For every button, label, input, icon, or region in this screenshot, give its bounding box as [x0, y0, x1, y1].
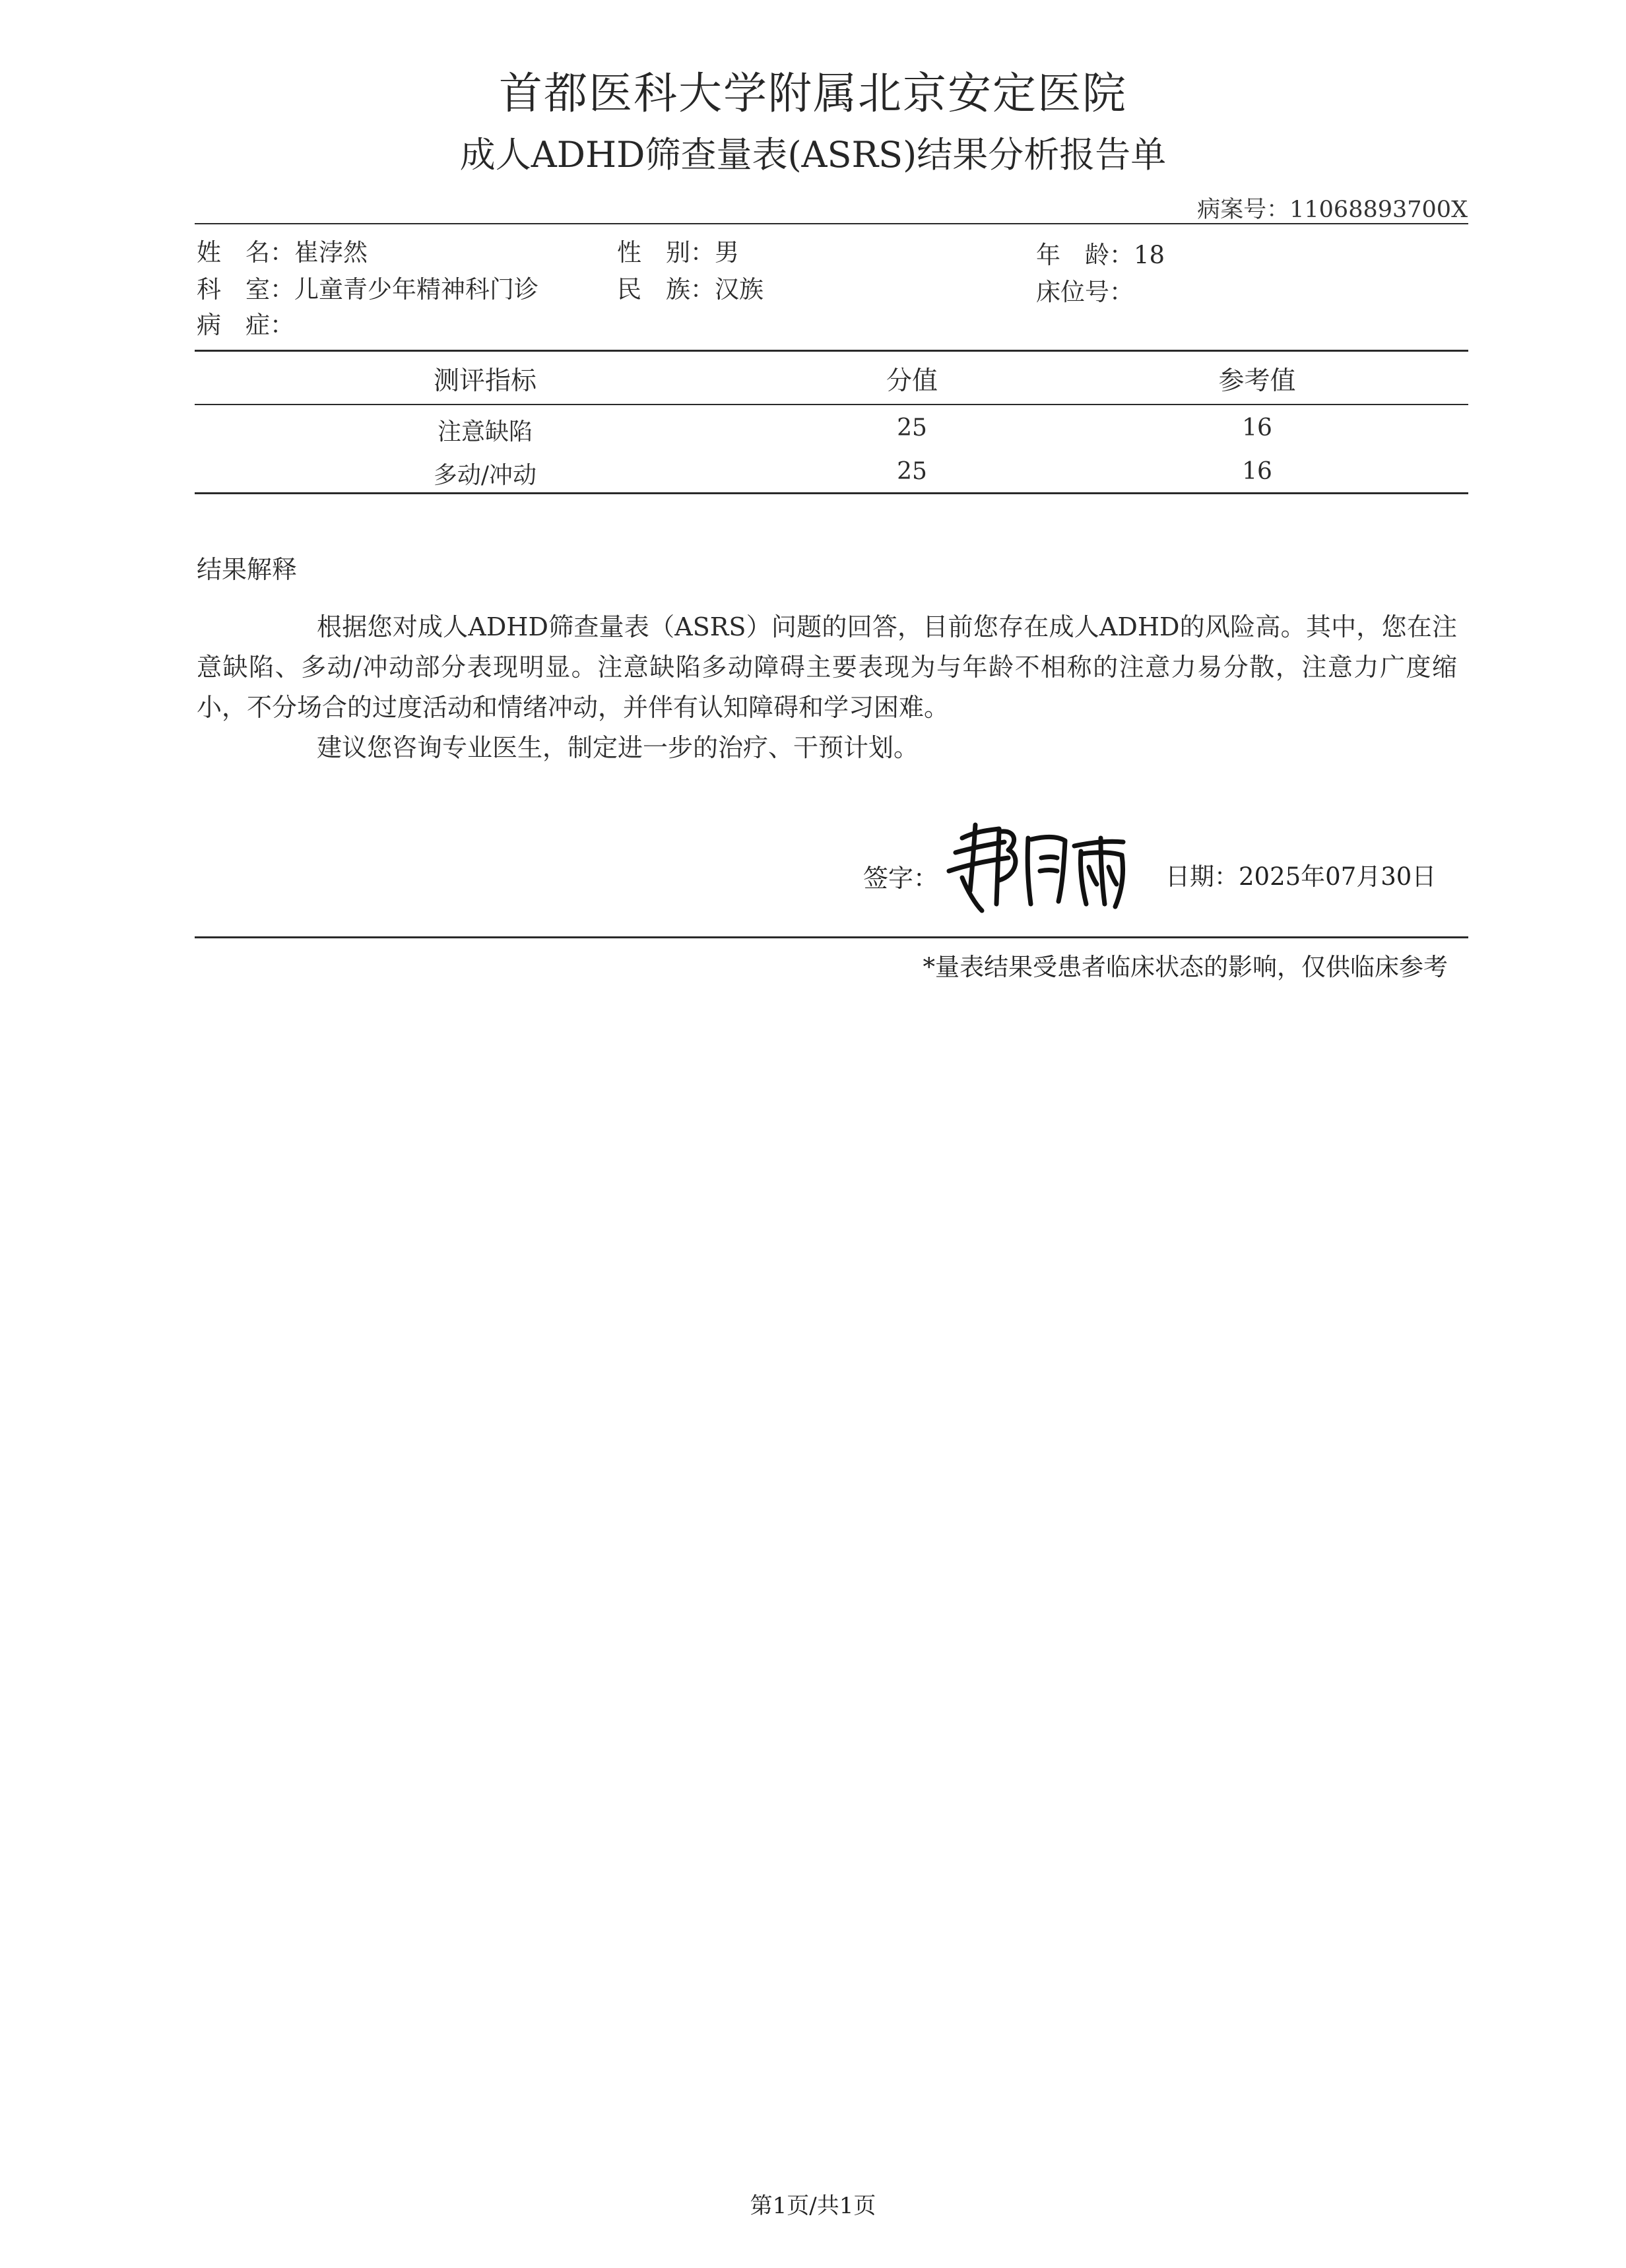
- table-top-rule: [195, 350, 1468, 352]
- table-header-score: 分值: [886, 366, 938, 396]
- gender-value: 男: [715, 238, 739, 267]
- patient-age: [1036, 235, 1165, 271]
- hospital-name: 首都医科大学附属北京安定医院: [499, 68, 1127, 119]
- age-label: 年 龄：: [1036, 241, 1134, 269]
- name-label: 姓 名：: [197, 238, 294, 267]
- table-row-1-score: 25: [897, 414, 927, 441]
- dept-value: 儿童青少年精神科门诊: [294, 275, 538, 304]
- patient-name: [197, 232, 368, 268]
- dept-label: 科 室：: [197, 275, 294, 304]
- table-header-indicator: 测评指标: [433, 366, 537, 396]
- table-bottom-rule: [195, 492, 1468, 494]
- patient-disease: [197, 305, 294, 340]
- patient-ethnicity: [617, 269, 764, 305]
- patient-gender: [617, 232, 739, 268]
- table-row-2-reference: 16: [1242, 458, 1272, 485]
- header-divider: [195, 223, 1468, 224]
- result-section-title: 结果解释: [197, 555, 298, 584]
- report-title: 成人ADHD筛查量表(ASRS)结果分析报告单: [459, 134, 1167, 176]
- result-paragraph-1: 根据您对成人ADHD筛查量表（ASRS）问题的回答，目前您存在成人ADHD的风险高。其中，您在注意缺陷、多动/冲动部分表现明显。注意缺陷多动障碍主要表现为与年龄不相称的注意力易分散，注意力广度缩小，不分场合的过度活动和情绪冲动，并伴有认知障碍和学习困难。: [197, 612, 1457, 722]
- case-number: 病案号：11068893700X: [1197, 197, 1468, 223]
- ethnicity-value: 汉族: [715, 275, 764, 304]
- gender-label: 性 别：: [617, 238, 715, 267]
- table-row-2-score: 25: [897, 458, 927, 485]
- disease-label: 病 症：: [197, 311, 294, 339]
- bed-label: 床位号：: [1036, 278, 1134, 306]
- table-row-1-indicator: 注意缺陷: [437, 418, 533, 445]
- signature-rule: [195, 936, 1468, 938]
- patient-bed: [1036, 272, 1134, 308]
- table-header-rule: [195, 404, 1468, 405]
- name-value: 崔浡然: [294, 238, 368, 267]
- patient-dept: [197, 269, 538, 305]
- table-header-reference: 参考值: [1218, 366, 1296, 396]
- table-row-1-reference: 16: [1242, 414, 1272, 441]
- disclaimer-note: *量表结果受患者临床状态的影响，仅供临床参考: [923, 953, 1448, 981]
- ethnicity-label: 民 族：: [617, 275, 715, 304]
- signature-label: 签字：: [863, 864, 939, 893]
- result-paragraph-2: 建议您咨询专业医生，制定进一步的治疗、干预计划。: [317, 733, 919, 762]
- result-text: [197, 607, 1457, 768]
- handwritten-signature: [936, 812, 1134, 917]
- age-value: 18: [1134, 241, 1165, 269]
- page-number: 第1页/共1页: [750, 2193, 876, 2219]
- table-row-2-indicator: 多动/冲动: [433, 462, 537, 489]
- report-date: 日期：2025年07月30日: [1165, 862, 1437, 891]
